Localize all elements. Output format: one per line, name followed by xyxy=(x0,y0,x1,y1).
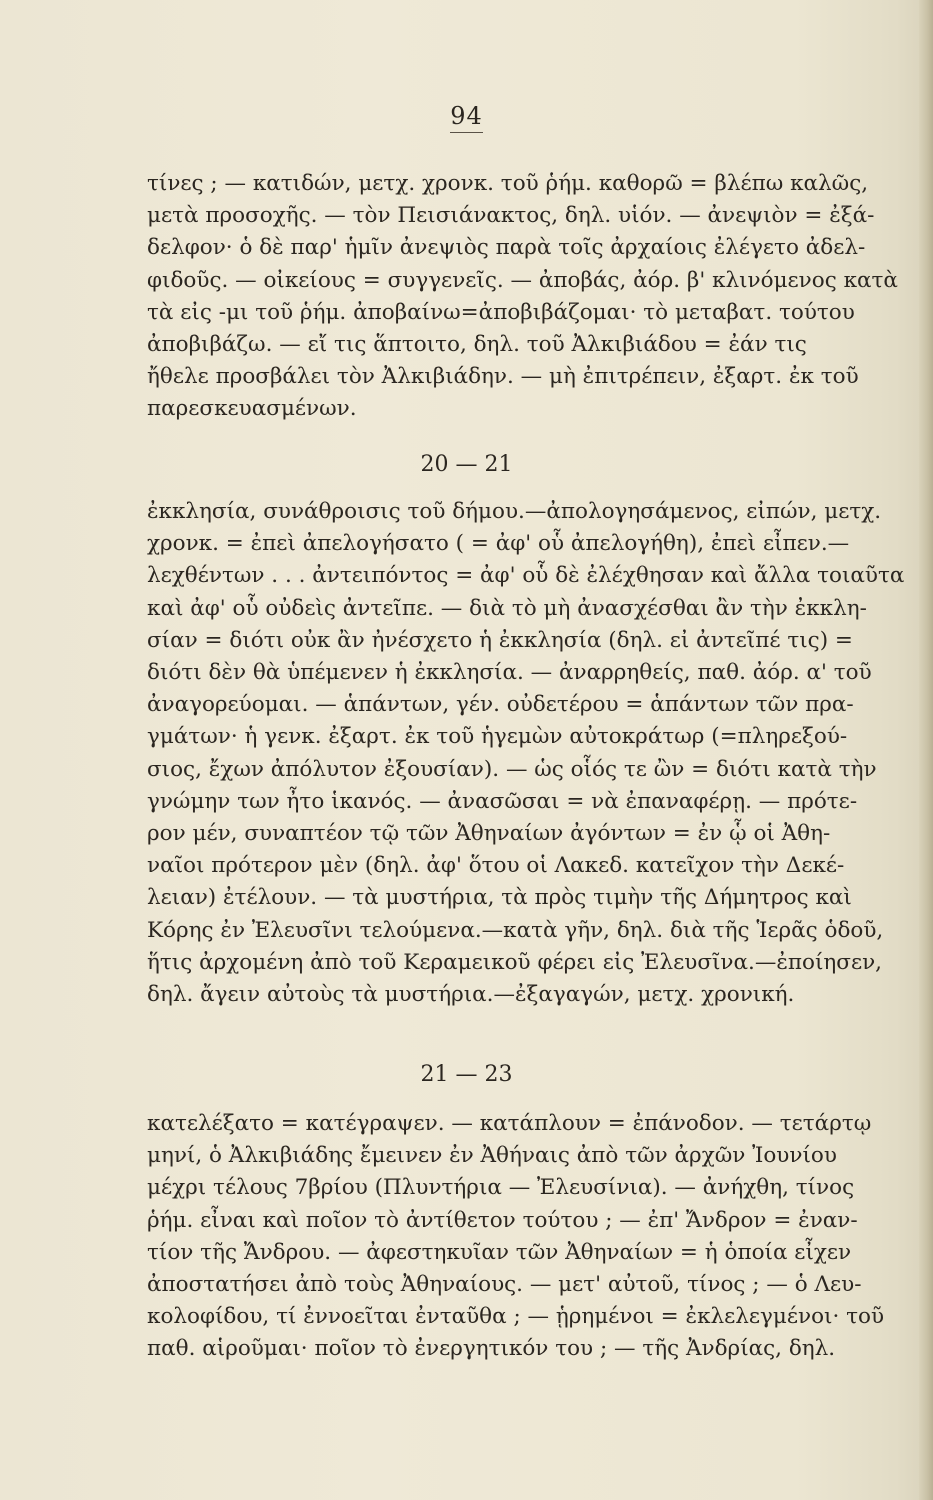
text-line: λεχθέντων . . . ἀντειπόντος = ἀφ' οὗ δὲ ἐλέχθησαν καὶ ἄλλα τοιαῦτα xyxy=(147,563,905,589)
text-line: παρεσκευασμένων. xyxy=(147,396,357,422)
text-line: Κόρης ἐν Ἐλευσῖνι τελούμενα.—κατὰ γῆν, δηλ. διὰ τῆς Ἱερᾶς ὁδοῦ, xyxy=(147,917,884,943)
text-line: μετὰ προσοχῆς. — τὸν Πεισιάνακτος, δηλ. υἱόν. — ἀνεψιὸν = ἐξά- xyxy=(147,203,875,229)
page-number: 94 xyxy=(0,102,933,133)
text-line: δηλ. ἄγειν αὐτοὺς τὰ μυστήρια.—ἐξαγαγών, μετχ. χρονική. xyxy=(147,982,795,1008)
text-line: σιος, ἔχων ἀπόλυτον ἐξουσίαν). — ὡς οἷός τε ὢν = διότι κατὰ τὴν xyxy=(147,756,877,782)
page-edge-shadow xyxy=(919,0,933,1500)
text-line: τίον τῆς Ἄνδρου. — ἀφεστηκυῖαν τῶν Ἀθηναίων = ἡ ὁποία εἶχεν xyxy=(147,1239,852,1265)
section-heading: 21 — 23 xyxy=(420,1062,513,1087)
text-line: ἀποστατήσει ἀπὸ τοὺς Ἀθηναίους. — μετ' αὐτοῦ, τίνος ; — ὁ Λευ- xyxy=(147,1272,862,1298)
text-line: γνώμην των ἦτο ἱκανός. — ἀνασῶσαι = νὰ ἐπαναφέρῃ. — πρότε- xyxy=(147,788,858,814)
text-line: μηνί, ὁ Ἀλκιβιάδης ἔμεινεν ἐν Ἀθήναις ἀπὸ τῶν ἀρχῶν Ἰουνίου xyxy=(147,1143,837,1169)
text-line: ἀποβιβάζω. — εἴ τις ἅπτοιτο, δηλ. τοῦ Ἀλκιβιάδου = ἐάν τις xyxy=(147,332,807,358)
text-line: διότι δὲν θὰ ὑπέμενεν ἡ ἐκκλησία. — ἀναρρηθείς, παθ. ἀόρ. α' τοῦ xyxy=(147,660,872,686)
text-line: ῥήμ. εἶναι καὶ ποῖον τὸ ἀντίθετον τούτου ; — ἐπ' Ἄνδρον = ἐναν- xyxy=(147,1207,858,1233)
text-line: τίνες ; — κατιδών, μετχ. χρονκ. τοῦ ῥήμ. καθορῶ = βλέπω καλῶς, xyxy=(147,171,869,196)
text-line: ἤθελε προσβάλει τὸν Ἀλκιβιάδην. — μὴ ἐπιτρέπειν, ἐξαρτ. ἐκ τοῦ xyxy=(147,364,859,390)
text-line: κολοφίδου, τί ἐννοεῖται ἐνταῦθα ; — ᾑρημένοι = ἐκλελεγμένοι· τοῦ xyxy=(147,1304,885,1330)
text-line: τὰ εἰς -μι τοῦ ῥήμ. ἀποβαίνω=ἀποβιβάζομαι· τὸ μεταβατ. τούτου xyxy=(147,299,855,325)
text-line: ἀναγορεύομαι. — ἁπάντων, γέν. οὐδετέρου = ἁπάντων τῶν πρα- xyxy=(147,692,854,718)
text-line: ἐκκλησία, συνάθροισις τοῦ δήμου.—ἀπολογησάμενος, εἰπών, μετχ. xyxy=(147,499,882,524)
text-line: παθ. αἱροῦμαι· ποῖον τὸ ἐνεργητικόν του ; — τῆς Ἀνδρίας, δηλ. xyxy=(147,1336,836,1362)
section-heading: 20 — 21 xyxy=(420,452,513,477)
text-line: λειαν) ἐτέλουν. — τὰ μυστήρια, τὰ πρὸς τιμὴν τῆς Δήμητρος καὶ xyxy=(147,885,852,911)
text-line: ἥτις ἀρχομένη ἀπὸ τοῦ Κεραμεικοῦ φέρει εἰς Ἐλευσῖνα.—ἐποίησεν, xyxy=(147,949,882,975)
text-line: καὶ ἀφ' οὗ οὐδεὶς ἀντεῖπε. — διὰ τὸ μὴ ἀνασχέσθαι ἂν τὴν ἐκκλη- xyxy=(147,595,867,621)
text-line: φιδοῦς. — οἰκείους = συγγενεῖς. — ἀποβάς, ἀόρ. β' κλινόμενος κατὰ xyxy=(147,267,898,293)
text-line: χρονκ. = ἐπεὶ ἀπελογήσατο ( = ἀφ' οὗ ἀπελογήθη), ἐπεὶ εἶπεν.— xyxy=(147,531,850,557)
text-line: κατελέξατο = κατέγραψεν. — κατάπλουν = ἐπάνοδον. — τετάρτῳ xyxy=(147,1111,872,1136)
text-line: δελφον· ὁ δὲ παρ' ἡμῖν ἀνεψιὸς παρὰ τοῖς ἀρχαίοις ἐλέγετο ἀδελ- xyxy=(147,235,866,261)
text-line: γμάτων· ἡ γενκ. ἐξαρτ. ἐκ τοῦ ἡγεμὼν αὐτοκράτωρ (=πληρεξού- xyxy=(147,724,848,750)
commentary-section-1 xyxy=(147,168,908,426)
text-line: σίαν = διότι οὐκ ἂν ἠνέσχετο ἡ ἐκκλησία (δηλ. εἰ ἀντεῖπέ τις) = xyxy=(147,627,853,653)
text-line: μέχρι τέλους 7βρίου (Πλυντήρια — Ἐλευσίνια). — ἀνήχθη, τίνος xyxy=(147,1175,855,1201)
commentary-section-3 xyxy=(147,1108,908,1366)
commentary-section-2 xyxy=(147,496,908,1011)
text-line: ρον μέν, συναπτέον τῷ τῶν Ἀθηναίων ἀγόντων = ἐν ᾧ οἱ Ἀθη- xyxy=(147,821,831,847)
text-line: ναῖοι πρότερον μὲν (δηλ. ἀφ' ὅτου οἱ Λακεδ. κατεῖχον τὴν Δεκέ- xyxy=(147,853,845,879)
